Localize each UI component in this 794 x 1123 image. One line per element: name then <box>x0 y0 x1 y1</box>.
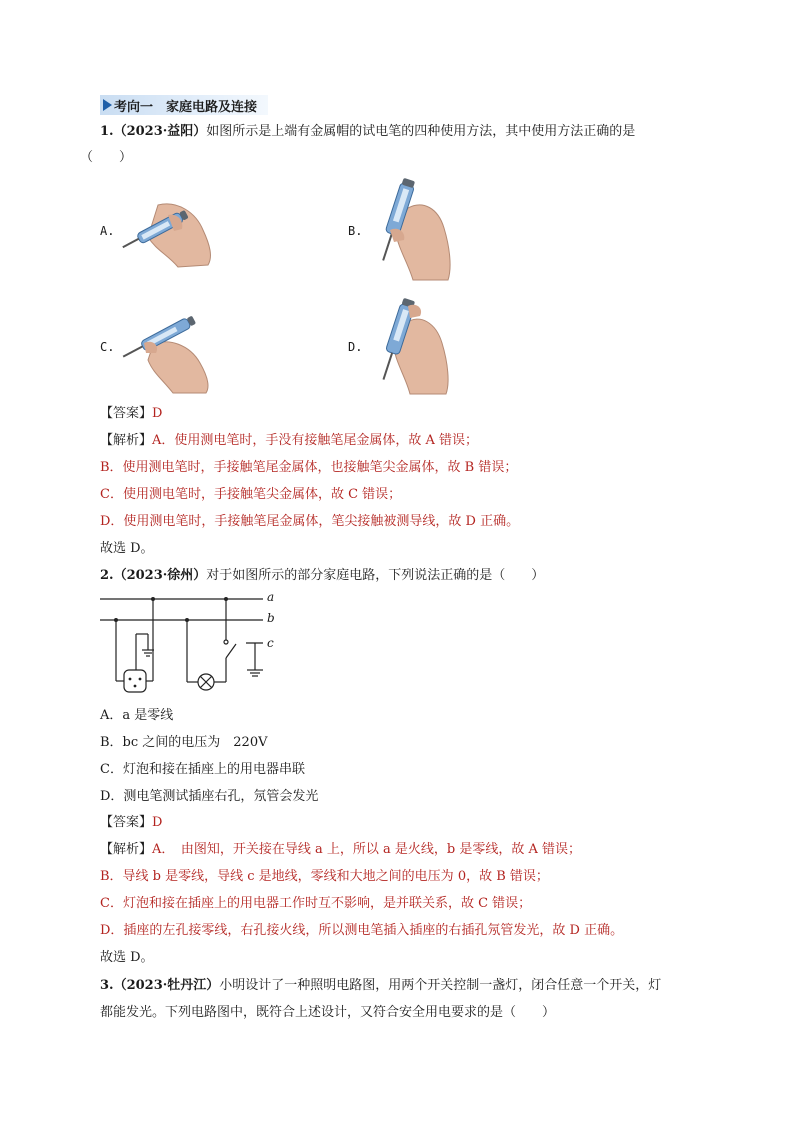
q2-analysis-text-d: D．插座的左孔接零线，右孔接火线，所以测电笔插入插座的右插孔氖管发光，故 D 正确。 <box>100 923 624 938</box>
q1-option-b-label: B. <box>348 224 363 238</box>
q2-analysis-text-b: B．导线 b 是零线，导线 c 是地线，零线和大地之间的电压为 0，故 B 错误； <box>100 869 549 884</box>
section-arrow-icon <box>103 99 112 111</box>
q2-wire-label-c: c <box>267 636 274 650</box>
q1-option-a-label: A. <box>100 224 115 238</box>
q2-conclusion: 故选 D。 <box>100 950 154 965</box>
section-title: 考向一 家庭电路及连接 <box>114 100 258 115</box>
q1-text-line2: （ ） <box>80 150 133 165</box>
q2-option-b: B．bc 之间的电压为 220V <box>100 735 268 750</box>
q1-option-c-label: C. <box>100 340 115 354</box>
q1-option-d-label: D. <box>348 340 363 354</box>
q3-text-line2: 都能发光。下列电路图中，既符合上述设计，又符合安全用电要求的是（ ） <box>100 1005 556 1020</box>
q1-answer-value: D <box>152 406 163 421</box>
q2-source: （2023·徐州） <box>113 568 207 583</box>
q2-stem <box>100 568 544 584</box>
q3-text-line1: 小明设计了一种照明电路图，用两个开关控制一盏灯，闭合任意一个开关，灯 <box>219 978 662 993</box>
q2-circuit-diagram <box>100 590 285 700</box>
q1-analysis-text-b: B．使用测电笔时，手接触笔尾金属体，也接触笔尖金属体，故 B 错误； <box>100 460 518 475</box>
q2-number: 2. <box>100 568 114 583</box>
q2-option-c: C．灯泡和接在插座上的用电器串联 <box>100 762 305 777</box>
q1-stem <box>100 124 635 140</box>
q3-source: （2023·牡丹江） <box>113 978 220 993</box>
q2-analysis-line1 <box>100 842 581 858</box>
q1-option-b-image <box>368 178 458 283</box>
q1-option-c-image <box>118 315 218 395</box>
q1-option-d-image <box>368 298 458 398</box>
q2-analysis-label: 【解析】 <box>100 842 153 857</box>
q2-text: 对于如图所示的部分家庭电路，下列说法正确的是（ ） <box>206 568 545 583</box>
q1-option-a-image <box>118 195 218 270</box>
q1-analysis-text-d: D．使用测电笔时，手接触笔尾金属体，笔尖接触被测导线，故 D 正确。 <box>100 514 520 529</box>
q1-text-line1: 如图所示是上端有金属帽的试电笔的四种使用方法，其中使用方法正确的是 <box>206 124 636 139</box>
q2-option-a: A．a 是零线 <box>100 708 174 723</box>
q3-stem <box>100 978 661 994</box>
q1-analysis-label: 【解析】 <box>100 433 153 448</box>
q2-option-d: D．测电笔测试插座右孔，氖管会发光 <box>100 789 319 804</box>
q1-analysis-line1 <box>100 433 478 449</box>
q2-wire-label-b: b <box>267 611 275 625</box>
q1-source: （2023·益阳） <box>113 124 207 139</box>
q3-number: 3. <box>100 978 114 993</box>
q1-answer-label: 【答案】 <box>100 406 153 421</box>
q1-answer <box>100 406 162 422</box>
q2-answer <box>100 815 162 831</box>
q2-answer-label: 【答案】 <box>100 815 153 830</box>
q2-wire-label-a: a <box>267 590 275 604</box>
q2-answer-value: D <box>152 815 163 830</box>
q1-conclusion: 故选 D。 <box>100 541 154 556</box>
q1-analysis-text-c: C．使用测电笔时，手接触笔尖金属体，故 C 错误； <box>100 487 402 502</box>
q1-analysis-text-a: A．使用测电笔时，手没有接触笔尾金属体，故 A 错误； <box>152 433 479 448</box>
q1-number: 1. <box>100 124 114 139</box>
q2-analysis-text-a: A． 由图知，开关接在导线 a 上，所以 a 是火线，b 是零线，故 A 错误； <box>152 842 582 857</box>
q2-analysis-text-c: C．灯泡和接在插座上的用电器工作时互不影响，是并联关系，故 C 错误； <box>100 896 532 911</box>
